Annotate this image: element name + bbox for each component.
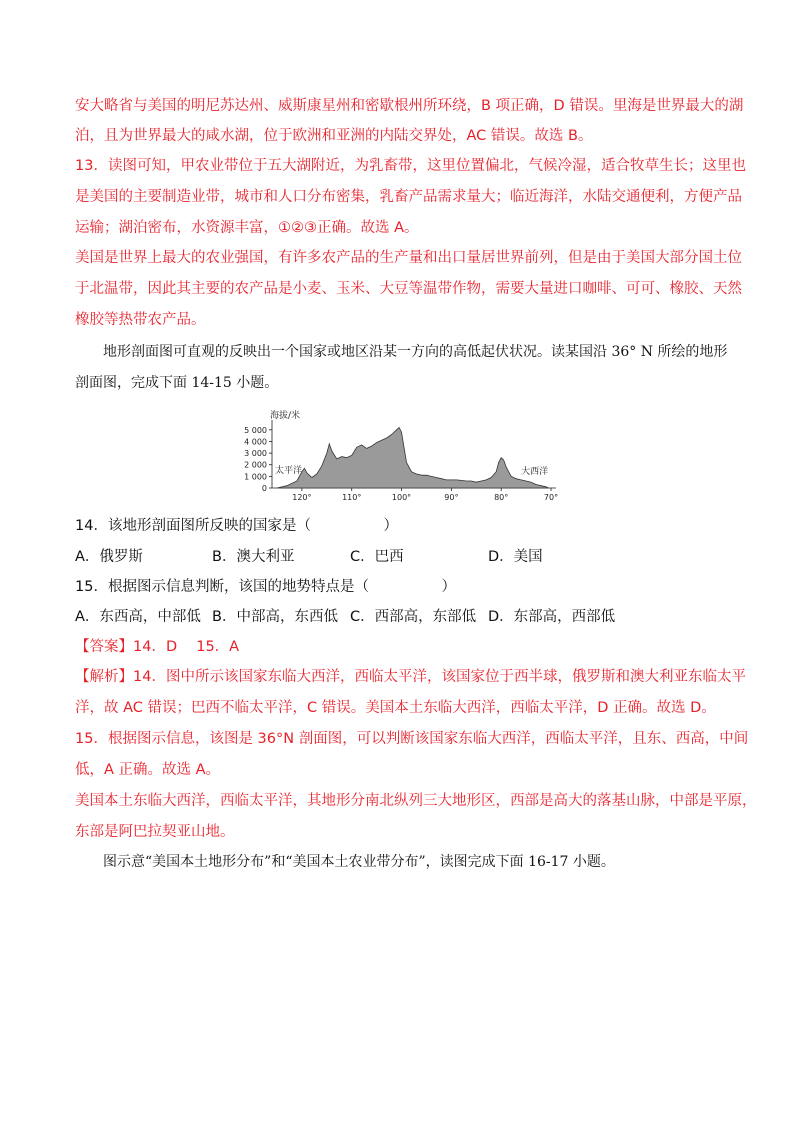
profile-x-tick-label: 80° (494, 493, 509, 502)
profile-y-tick-label: 3 000 (244, 449, 267, 459)
q13-explanation-line-1: 13．读图可知，甲农业带位于五大湖附近，为乳畜带，这里位置偏北，气候冷湿，适合牧草生长；这里也 (75, 158, 746, 174)
q14-stem: 14．该地形剖面图所反映的国家是（ ） (75, 518, 398, 534)
us-agriculture-line-1: 美国是世界上最大的农业强国，有许多农产品的生产量和出口量居世界前列，但是由于美国大部分国土位 (75, 250, 742, 266)
q15-option-a[interactable]: A．东西高，中部低 (75, 609, 201, 625)
us-agriculture-line-3: 橡胶等热带农产品。 (75, 312, 206, 328)
profile-x-tick-label: 90° (444, 493, 459, 502)
explanation-top-line-2: 泊，且为世界最大的咸水湖，位于欧洲和亚洲的内陆交界处，AC 错误。故选 B。 (75, 128, 593, 144)
q14-option-a[interactable]: A．俄罗斯 (75, 549, 143, 565)
us-terrain-line-1: 美国本土东临大西洋，西临太平洋，其地形分南北纵列三大地形区，西部是高大的落基山脉，中部是平原， (75, 793, 757, 809)
answer-text: 14．D 15．A (133, 639, 240, 655)
q15-option-c[interactable]: C．西部高，东部低 (350, 609, 477, 625)
q13-explanation-line-2: 是美国的主要制造业带，城市和人口分布密集，乳畜产品需求量大；临近海洋，水陆交通便利，方便产品 (75, 189, 742, 205)
profile-x-tick-label: 100° (391, 493, 412, 502)
profile-label-pacific: 太平洋 (275, 465, 303, 476)
profile-x-tick-label: 120° (292, 493, 312, 502)
analysis-line-2: 洋，故 AC 错误；巴西不临太平洋，C 错误。美国本土东临大西洋，西临太平洋，D 正确。故选 D。 (75, 700, 716, 716)
terrain-profile-figure (240, 406, 560, 506)
q15-option-b[interactable]: B．中部高，东西低 (212, 609, 338, 625)
profile-x-axis (272, 488, 558, 502)
analysis-line-1 (75, 667, 746, 687)
analysis-tag: 【解析】 (75, 669, 133, 685)
profile-y-tick-label: 0 (261, 484, 267, 493)
profile-elevation-area (277, 428, 549, 489)
us-agriculture-line-2: 于北温带，因此其主要的农产品是小麦、玉米、大豆等温带作物，需要大量进口咖啡、可可、橡胶、天然 (75, 281, 742, 297)
profile-x-tick-label: 70° (543, 493, 559, 502)
profile-x-tick-label: 110° (342, 493, 362, 502)
intro-16-17-line-1: 图示意“美国本土地形分布”和“美国本土农业带分布”，读图完成下面 16-17 小题。 (103, 854, 615, 870)
answer-tag: 【答案】 (75, 639, 133, 655)
explanation-top-line-1: 安大略省与美国的明尼苏达州、威斯康星州和密歇根州所环绕，B 项正确，D 错误。里海是世界最大的湖 (75, 98, 744, 114)
profile-y-tick-label: 4 000 (244, 437, 267, 447)
answer-line (75, 637, 239, 657)
q14-option-c[interactable]: C．巴西 (350, 549, 404, 565)
intro-14-15-line-2: 剖面图，完成下面 14-15 小题。 (75, 375, 279, 391)
q15-option-d[interactable]: D．东部高，西部低 (488, 609, 616, 625)
q14-option-b[interactable]: B．澳大利亚 (212, 549, 295, 565)
q15-explanation-line-2: 低，A 正确。故选 A。 (75, 762, 221, 778)
q15-stem: 15．根据图示信息判断，该国的地势特点是（ ） (75, 579, 456, 595)
profile-label-atlantic: 大西洋 (521, 467, 549, 478)
q14-option-d[interactable]: D．美国 (488, 549, 543, 565)
us-terrain-line-2: 东部是阿巴拉契亚山地。 (75, 824, 235, 840)
analysis-text-1: 14．图中所示该国家东临大西洋，西临太平洋，该国家位于西半球，俄罗斯和澳大利亚东临太平 (133, 669, 746, 685)
intro-14-15-line-1: 地形剖面图可直观的反映出一个国家或地区沿某一方向的高低起伏状况。读某国沿 36° N 所绘的地形 (103, 344, 728, 360)
profile-y-tick-label: 1 000 (244, 472, 267, 482)
profile-y-axis (244, 420, 272, 493)
profile-y-tick-label: 2 000 (244, 460, 267, 470)
profile-ylabel: 海拔/米 (270, 411, 301, 421)
q13-explanation-line-3: 运输；湖泊密布，水资源丰富，①②③正确。故选 A。 (75, 220, 419, 236)
q15-explanation-line-1: 15．根据图示信息，该图是 36°N 剖面图，可以判断该国家东临大西洋，西临太平洋，且东、西高，中间 (75, 731, 749, 747)
profile-y-tick-label: 5 000 (244, 425, 267, 435)
